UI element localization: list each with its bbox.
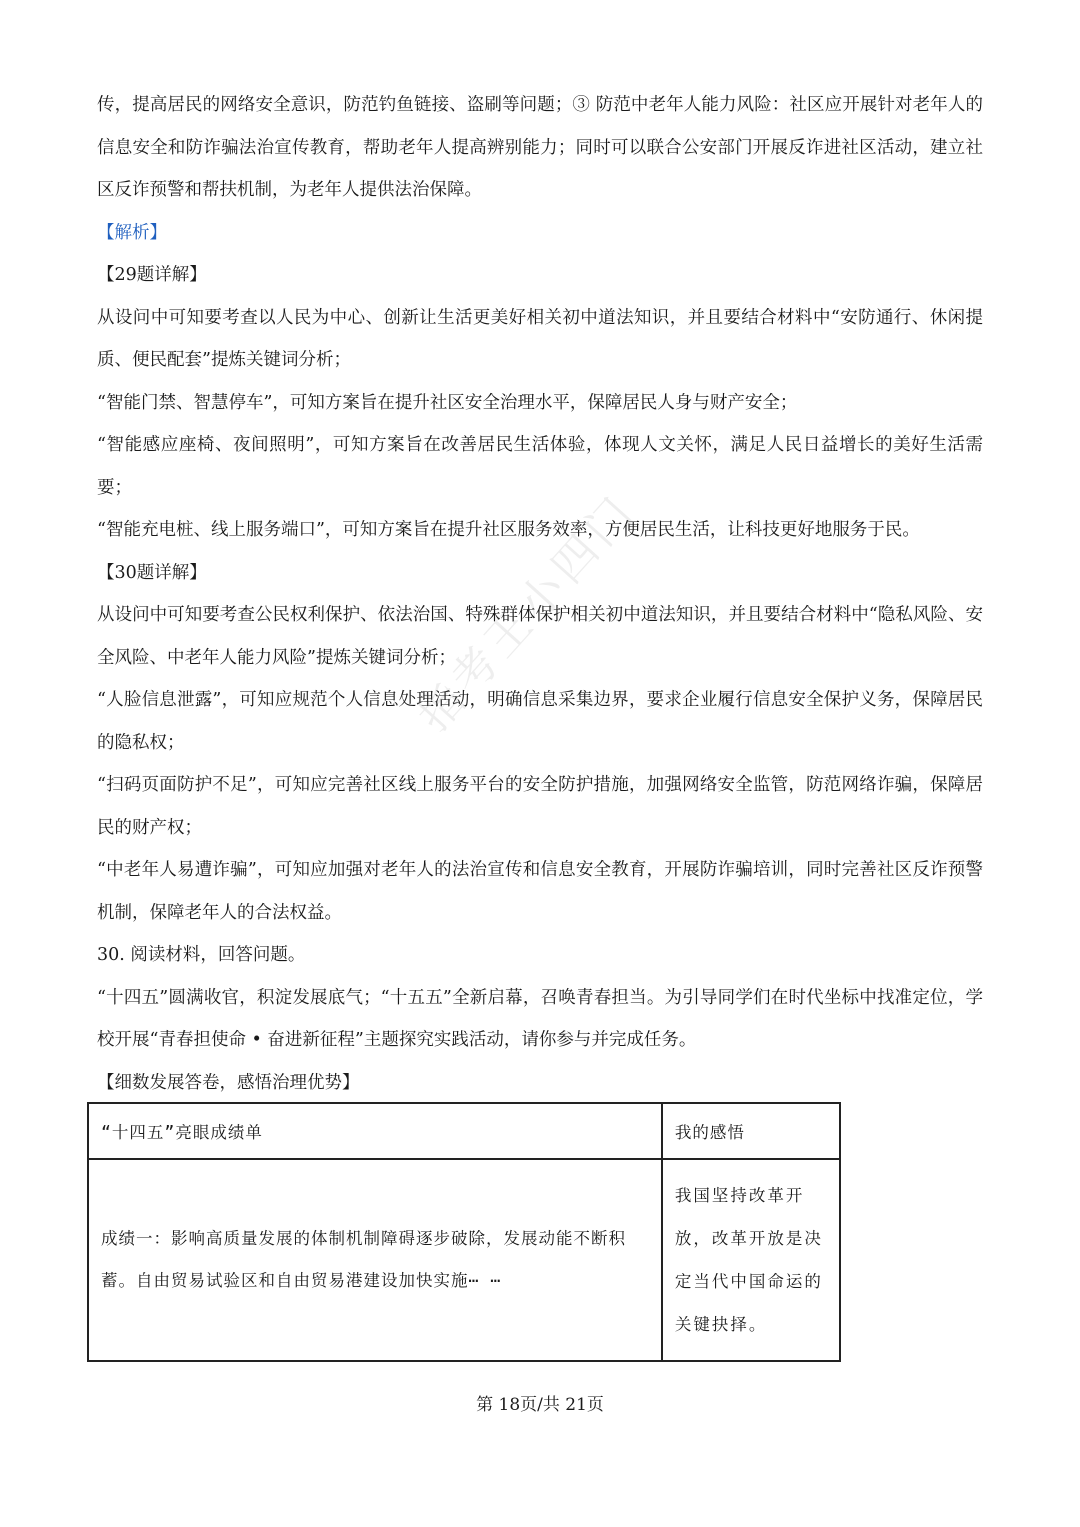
achievement-table [87,1102,841,1362]
q30-paragraph: “人脸信息泄露”，可知应规范个人信息处理活动，明确信息采集边界，要求企业履行信息安全保护义务，保障居民的隐私权； [97,690,983,753]
watermark: 指考王小四门 [408,484,647,742]
q29-paragraph: “智能充电桩、线上服务端口”，可知方案旨在提升社区服务效率，方便居民生活，让科技更好地服务于民。 [97,520,920,540]
page-footer: 第 18页/共 21页 [476,1395,604,1415]
table-row [88,1159,840,1361]
table-cell-achievement: 成绩一：影响高质量发展的体制机制障碍逐步破除，发展动能不断积蓄。自由贸易试验区和自由贸易港建设加快实施⋯ ⋯ [88,1159,662,1361]
achievement-table-grid [87,1102,841,1362]
table-cell-insight: 我国坚持改革开放，改革开放是决定当代中国命运的关键抉择。 [662,1159,840,1361]
paragraph-top: 传，提高居民的网络安全意识，防范钓鱼链接、盗刷等问题；③ 防范中老年人能力风险：社区应开展针对老年人的信息安全和防诈骗法治宣传教育，帮助老年人提高辨别能力；同时可以联合公安部门开展反诈进社区活动，建立社区反诈预警和帮扶机制，为老年人提供法治保障。 [97,95,983,200]
question-30-title: 30. 阅读材料，回答问题。 [97,945,306,965]
table-header-left: “十四五”亮眼成绩单 [88,1103,662,1159]
q30-paragraph: “中老年人易遭诈骗”，可知应加强对老年人的法治宣传和信息安全教育，开展防诈骗培训，同时完善社区反诈预警机制，保障老年人的合法权益。 [97,860,983,923]
table-header-right: 我的感悟 [662,1103,840,1159]
q30-paragraph: 从设问中可知要考查公民权利保护、依法治国、特殊群体保护相关初中道法知识，并且要结合材料中“隐私风险、安全风险、中老年人能力风险”提炼关键词分析； [97,605,983,668]
q30-paragraph: “扫码页面防护不足”，可知应完善社区线上服务平台的安全防护措施，加强网络安全监管，防范网络诈骗，保障居民的财产权； [97,775,983,838]
task-heading: 【细数发展答卷，感悟治理优势】 [97,1072,360,1093]
q29-heading: 【29题详解】 [97,265,207,285]
q29-paragraph: 从设问中可知要考查以人民为中心、创新让生活更美好相关初中道法知识，并且要结合材料中“安防通行、休闲提质、便民配套”提炼关键词分析； [97,307,983,370]
q29-paragraph: “智能感应座椅、夜间照明”，可知方案旨在改善居民生活体验，体现人文关怀，满足人民日益增长的美好生活需要； [97,435,983,498]
question-30-material: “十四五”圆满收官，积淀发展底气；“十五五”全新启幕，召唤青春担当。为引导同学们在时代坐标中找准定位，学校开展“青春担使命 • 奋进新征程”主题探究实践活动，请你参与并完成任务。 [97,987,983,1050]
q30-heading: 【30题详解】 [97,562,207,583]
analysis-label: 【解析】 [97,222,167,243]
table-header-row [88,1103,840,1159]
q29-paragraph: “智能门禁、智慧停车”，可知方案旨在提升社区安全治理水平，保障居民人身与财产安全； [97,392,798,413]
